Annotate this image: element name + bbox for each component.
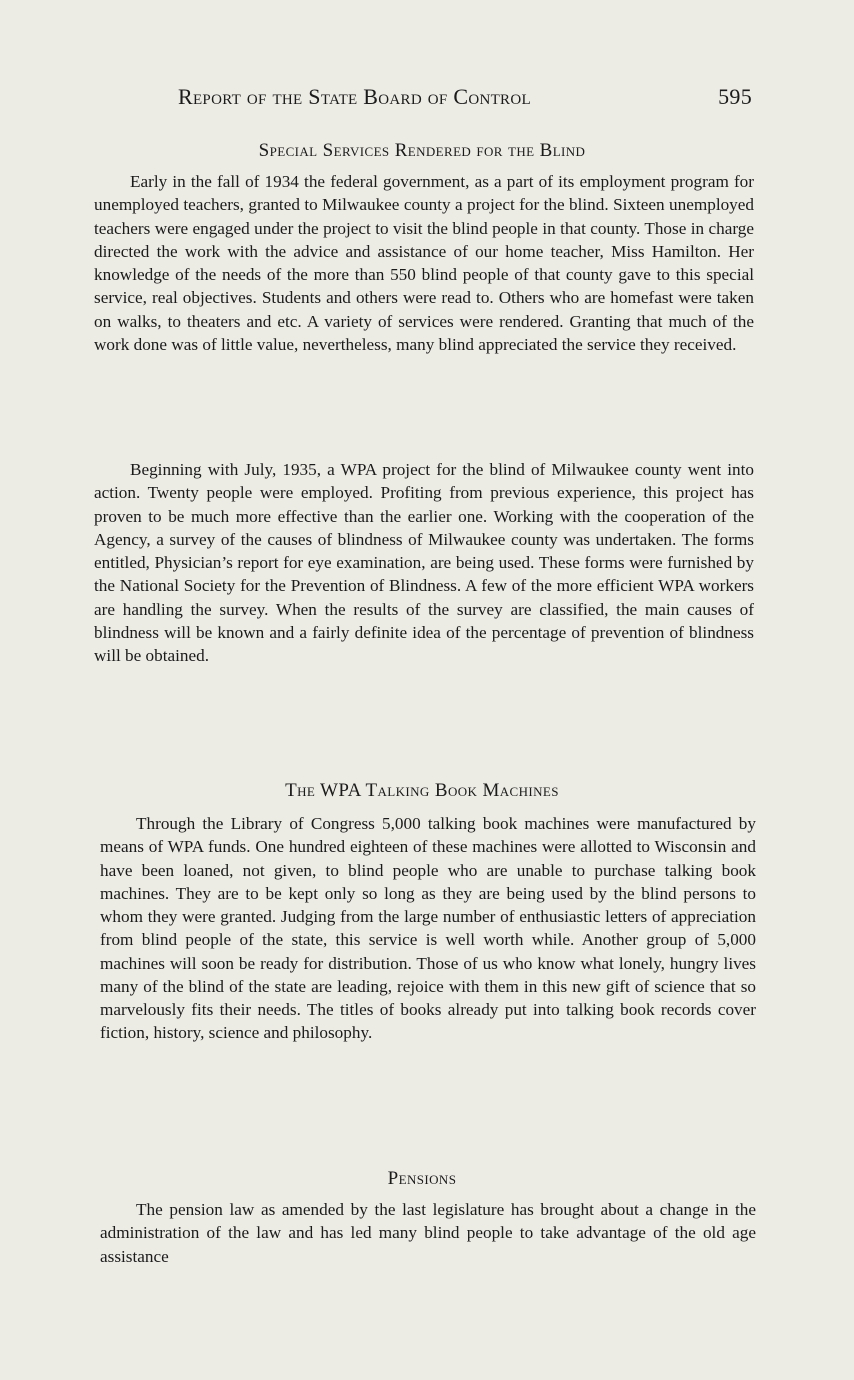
section-heading-talking-book-machines: The WPA Talking Book Machines — [285, 780, 559, 801]
section-heading-pensions: Pensions — [387, 1168, 457, 1189]
paragraph-special-services-1: Early in the fall of 1934 the federal government, as a part of its employment program for unemployed teachers, granted to Milwaukee county a project for the blind. Sixteen unemployed teachers were engaged under the project to visit the blind people in that county. Those in charge directed the work with the advice and assistance of our home teacher, Miss Hamilton. Her knowledge of the needs of the more than 550 blind people of that county gave to this special service, real objectives. Students and others were read to. Others who are homefast were taken on walks, to theaters and etc. A variety of services were rendered. Granting that much of the work done was of little value, nevertheless, many blind appreciated the service they received. — [94, 172, 754, 354]
paragraph-pensions: The pension law as amended by the last legislature has brought about a change in the administration of the law and has led many blind people to take advantage of the old age assistance — [100, 1200, 756, 1266]
page-number: 595 — [718, 84, 752, 109]
paragraph-talking-book-machines: Through the Library of Congress 5,000 talking book machines were manufactured by means of WPA funds. One hundred eighteen of these machines were allotted to Wisconsin and have been loaned, not given, to blind people who are unable to purchase talking book machines. They are to be kept only so long as they are being used by the blind persons to whom they were granted. Judging from the large number of enthusiastic letters of appreciation from blind people of the state, this service is well worth while. Another group of 5,000 machines will soon be ready for distribution. Those of us who know what lonely, hungry lives many of the blind of the state are leading, rejoice with them in this new gift of science that so marvelously fits their needs. The titles of books already put into talking book records cover fiction, history, science and philosophy. — [100, 814, 756, 1043]
section-heading-special-services: Special Services Rendered for the Blind — [258, 140, 586, 161]
paragraph-special-services-2: Beginning with July, 1935, a WPA project for the blind of Milwaukee county went into action. Twenty people were employed. Profiting from previous experience, this project has proven to be much more effective than the earlier one. Working with the cooperation of the Agency, a survey of the causes of blindness of Milwaukee county was undertaken. The forms entitled, Physician’s report for eye examination, are being used. These forms were furnished by the National Society for the Prevention of Blindness. A few of the more efficient WPA workers are handling the survey. When the results of the survey are classified, the main causes of blindness will be known and a fairly definite idea of the percentage of prevention of blindness will be obtained. — [94, 460, 754, 665]
running-header-title: Report of the State Board of Control — [178, 84, 531, 109]
running-header — [178, 84, 752, 114]
